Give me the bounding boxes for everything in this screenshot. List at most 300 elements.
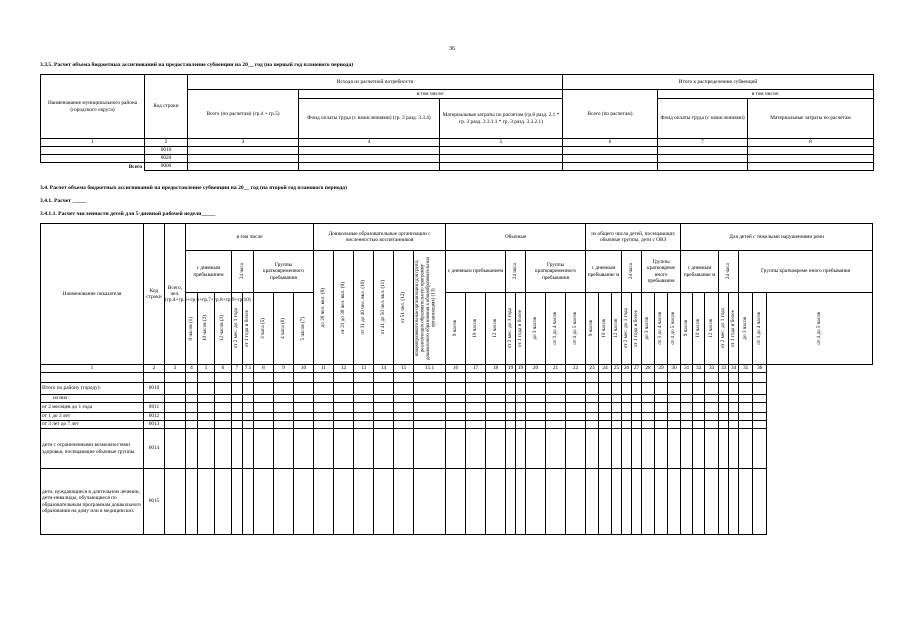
table-cell <box>668 429 681 469</box>
table-row <box>41 373 873 383</box>
table-cell <box>232 383 243 395</box>
table-cell <box>374 421 394 429</box>
table-cell <box>586 469 599 535</box>
table-cell <box>334 383 354 395</box>
header-vertical <box>739 293 753 365</box>
header-vertical <box>767 293 873 365</box>
row-code: 0012 <box>144 413 165 421</box>
header-vertical <box>693 293 705 365</box>
table-cell <box>753 421 767 429</box>
table-cell <box>165 395 186 403</box>
table-cell <box>486 383 506 395</box>
table-cell <box>546 421 566 429</box>
subgroup-24h <box>719 251 739 293</box>
table-cell <box>668 413 681 421</box>
table-cell <box>506 373 516 383</box>
table-cell <box>681 373 693 383</box>
table-row: 0010 <box>41 147 874 155</box>
subgroup-24h <box>506 251 526 293</box>
header-label: 10 часов <box>471 319 478 338</box>
header-label: до 20 чел. вкл. (8) <box>319 287 326 328</box>
subgroup-short-stay: Группы кратковреме нного пребывания <box>642 251 681 293</box>
table-cell <box>186 383 198 395</box>
table-cell <box>294 373 314 383</box>
column-number: 14 <box>374 365 394 373</box>
column-number: 27 <box>632 365 642 373</box>
table-cell <box>232 373 243 383</box>
table-cell <box>729 373 739 383</box>
table-cell <box>668 469 681 535</box>
column-number: 22 <box>566 365 586 373</box>
table-cell <box>642 469 655 535</box>
total-row: Всего 0000 <box>41 163 874 171</box>
table-cell <box>681 403 693 413</box>
header-label: от 21 до 30 чел. вкл. (9) <box>339 281 346 334</box>
table-row <box>41 383 873 395</box>
table-cell <box>668 373 681 383</box>
table-cell <box>414 373 446 383</box>
table-cell <box>198 383 215 395</box>
table-cell <box>394 413 414 421</box>
header-vertical <box>516 293 526 365</box>
column-number: 33 <box>705 365 719 373</box>
column-number: 19 <box>516 365 526 373</box>
table-cell <box>655 373 668 383</box>
table-cell <box>414 469 446 535</box>
table-cell <box>719 429 729 469</box>
table-cell <box>354 429 374 469</box>
table-cell <box>526 383 546 395</box>
table-cell <box>719 421 729 429</box>
table-cell <box>486 395 506 403</box>
table-cell <box>705 429 719 469</box>
row-code: 0010 <box>144 383 165 395</box>
table-cell <box>753 403 767 413</box>
header-label: от 1 года и более <box>516 309 523 348</box>
table-cell <box>612 395 622 403</box>
table-cell <box>314 373 334 383</box>
table-cell <box>374 403 394 413</box>
header-vertical <box>414 251 446 365</box>
table-cell <box>586 413 599 421</box>
table-cell <box>526 395 546 403</box>
table-cell <box>622 395 632 403</box>
table-cell <box>516 403 526 413</box>
table-cell <box>655 469 668 535</box>
children-count-table <box>40 223 873 535</box>
col-payroll: Фонд оплаты труда (с начислениями) (гр. 3 разд. 3.3.4) <box>299 99 440 139</box>
table-cell <box>739 403 753 413</box>
section-3-4-1-title: 3.4.1. Расчет _____ <box>40 198 87 204</box>
table-cell <box>705 469 719 535</box>
table-cell <box>314 429 334 469</box>
table-cell <box>314 469 334 535</box>
header-vertical <box>632 293 642 365</box>
table-cell <box>526 429 546 469</box>
table-cell <box>198 403 215 413</box>
table-cell <box>374 373 394 383</box>
header-label: 10 часов <box>601 319 608 338</box>
table-cell <box>566 413 586 421</box>
table-cell <box>466 469 486 535</box>
table-cell <box>566 373 586 383</box>
col-code: Код строки <box>145 75 188 139</box>
header-vertical <box>314 251 334 365</box>
column-number: 25 <box>612 365 622 373</box>
table-cell <box>739 373 753 383</box>
table-cell <box>198 421 215 429</box>
header-vertical <box>599 293 612 365</box>
table-cell <box>294 469 314 535</box>
header-vertical <box>354 251 374 365</box>
col-municipality: Наименование муниципального района (городского округа) <box>41 75 145 139</box>
table-cell <box>622 413 632 421</box>
header-vertical <box>642 293 655 365</box>
table-cell <box>729 421 739 429</box>
column-number: 23 <box>586 365 599 373</box>
header-label: от 31 до 40 чел. вкл. (10) <box>359 280 366 335</box>
table-cell <box>215 373 232 383</box>
table-cell <box>506 421 516 429</box>
table-cell <box>314 395 334 403</box>
subsidy-distribution-table <box>40 74 874 171</box>
table-cell <box>546 429 566 469</box>
table-cell <box>41 373 144 383</box>
table-cell <box>466 413 486 421</box>
table-cell <box>729 395 739 403</box>
column-number: 18 <box>486 365 506 373</box>
header-label: 3 часа (5) <box>259 318 266 339</box>
table-cell <box>394 429 414 469</box>
table-cell <box>526 373 546 383</box>
table-cell <box>668 395 681 403</box>
table-cell <box>612 429 622 469</box>
table-cell <box>254 373 274 383</box>
column-number: 16 <box>446 365 466 373</box>
table-cell <box>719 413 729 421</box>
table-cell <box>394 469 414 535</box>
table-cell <box>446 421 466 429</box>
header-label: 5 часов (7) <box>299 316 306 341</box>
table-cell <box>374 429 394 469</box>
table-cell <box>215 421 232 429</box>
table-cell <box>719 469 729 535</box>
table-cell <box>414 413 446 421</box>
table-cell <box>446 413 466 421</box>
header-label: общеобразовательные организации (для групп, реализующих образовательную программу дошкольного образования в общеобразовательных организациях) (13) <box>414 255 437 360</box>
table-cell <box>243 383 254 395</box>
header-vertical <box>243 293 254 365</box>
column-number: 8 <box>254 365 274 373</box>
header-label: 12 часов <box>707 319 714 338</box>
table-cell <box>314 421 334 429</box>
incl-label-2: в том числе: <box>658 90 874 99</box>
header-vertical <box>705 293 719 365</box>
group-total-distribution: Итого к распределению субвенций <box>563 75 874 90</box>
header-vertical <box>729 293 739 365</box>
table-cell <box>198 429 215 469</box>
table-cell <box>729 383 739 395</box>
table-cell <box>729 403 739 413</box>
table-cell <box>165 403 186 413</box>
table-cell <box>739 469 753 535</box>
subgroup-day-stay: с дневным пребыванием <box>186 251 232 293</box>
column-number: 21 <box>546 365 566 373</box>
header-vertical <box>753 293 767 365</box>
table-cell <box>446 469 466 535</box>
table-cell <box>198 469 215 535</box>
table-cell <box>599 373 612 383</box>
table-cell <box>622 429 632 469</box>
col-indicator-name: Наименование показателя <box>41 224 144 365</box>
group-ordinary: Обычные <box>446 224 586 251</box>
column-number: 24 <box>599 365 612 373</box>
table-cell <box>186 421 198 429</box>
column-number: 35 <box>739 365 753 373</box>
table-cell <box>215 403 232 413</box>
table-cell <box>693 421 705 429</box>
table-row <box>41 469 873 535</box>
table-cell <box>446 429 466 469</box>
table-cell <box>642 413 655 421</box>
table-cell <box>254 413 274 421</box>
table-cell <box>232 421 243 429</box>
table-cell <box>466 373 486 383</box>
table-cell <box>486 373 506 383</box>
subgroup-24h <box>622 251 642 293</box>
table-cell <box>334 469 354 535</box>
table-cell <box>599 469 612 535</box>
table-cell <box>506 413 516 421</box>
table-cell <box>546 383 566 395</box>
table-cell <box>526 403 546 413</box>
header-vertical <box>622 293 632 365</box>
column-number: 3 <box>165 365 186 373</box>
row-code: 0011 <box>144 403 165 413</box>
table-cell <box>314 403 334 413</box>
table-cell <box>374 413 394 421</box>
table-cell <box>186 413 198 421</box>
table-cell <box>394 383 414 395</box>
table-cell <box>516 395 526 403</box>
table-cell <box>394 403 414 413</box>
row-code: 0013 <box>144 421 165 429</box>
table-cell <box>622 383 632 395</box>
table-cell <box>655 383 668 395</box>
table-cell <box>705 421 719 429</box>
table-cell <box>334 421 354 429</box>
table-cell <box>739 383 753 395</box>
col-payroll-2: Фонд оплаты труда (с начислениями) <box>658 99 748 139</box>
table-cell <box>705 413 719 421</box>
header-vertical <box>198 293 215 365</box>
table-cell <box>516 383 526 395</box>
table-cell <box>632 383 642 395</box>
header-label: от 1 года и более <box>632 309 639 348</box>
table-cell <box>186 373 198 383</box>
column-number: 15 <box>394 365 414 373</box>
table-cell <box>414 403 446 413</box>
table-cell <box>632 403 642 413</box>
table-cell <box>586 403 599 413</box>
table-cell <box>566 383 586 395</box>
header-vertical <box>215 293 232 365</box>
column-number: 11 <box>314 365 334 373</box>
table-cell <box>165 373 186 383</box>
table-cell <box>274 373 294 383</box>
table-cell <box>668 383 681 395</box>
table-cell <box>466 429 486 469</box>
table-cell <box>586 383 599 395</box>
table-cell <box>632 421 642 429</box>
table-cell <box>506 395 516 403</box>
table-cell <box>655 413 668 421</box>
header-label: 9 часов <box>451 320 458 337</box>
table-cell <box>274 429 294 469</box>
table-cell <box>215 383 232 395</box>
section-3-3-5-title: 3.3.5. Расчет объема бюджетных ассигнований на предоставление субвенции на 20__ год (на первый год планового периода) <box>40 62 354 68</box>
table-cell <box>354 469 374 535</box>
table-cell <box>215 395 232 403</box>
header-label: 10 часов (2) <box>202 315 209 342</box>
table-cell <box>294 403 314 413</box>
column-number: 17 <box>466 365 486 373</box>
column-number: 2 <box>144 365 165 373</box>
column-number: 12 <box>334 365 354 373</box>
table-cell <box>354 373 374 383</box>
table-row <box>41 395 873 403</box>
header-label: от 4 до 5 часов <box>670 312 677 345</box>
header-label: от 2 мес. до 1 года <box>506 308 513 349</box>
table-cell <box>186 395 198 403</box>
table-cell <box>668 403 681 413</box>
table-cell <box>655 403 668 413</box>
header-vertical <box>394 251 414 365</box>
table-cell <box>414 429 446 469</box>
row-label: от 1 до 3 лет <box>41 413 144 421</box>
column-number: 31 <box>681 365 693 373</box>
table-cell <box>681 413 693 421</box>
table-cell <box>165 469 186 535</box>
subgroup-24h-label: 24 часа <box>627 263 634 280</box>
table-cell <box>486 413 506 421</box>
table-cell <box>642 373 655 383</box>
header-vertical <box>681 293 693 365</box>
table-cell <box>506 383 516 395</box>
table-cell <box>599 383 612 395</box>
table-cell <box>294 395 314 403</box>
table-cell <box>446 373 466 383</box>
table-cell <box>274 469 294 535</box>
table-cell <box>334 395 354 403</box>
table-cell <box>354 413 374 421</box>
table-cell <box>414 383 446 395</box>
table-cell <box>516 469 526 535</box>
table-cell <box>354 383 374 395</box>
table-cell <box>374 383 394 395</box>
header-vertical <box>374 251 394 365</box>
header-vertical <box>546 293 566 365</box>
column-numbers-row: 1 2 3 4 5 6 7 8 <box>41 139 874 147</box>
header-vertical <box>486 293 506 365</box>
column-number: 10 <box>294 365 314 373</box>
table-cell <box>693 395 705 403</box>
header-label: от 4 до 5 часов <box>815 312 822 345</box>
table-cell <box>642 421 655 429</box>
table-cell <box>466 421 486 429</box>
header-vertical <box>719 293 729 365</box>
table-cell <box>215 429 232 469</box>
group-preschool-orgs: Дошкольные образовательные организации с численностью воспитанников <box>314 224 446 251</box>
col-row-code: Код строки <box>144 224 165 365</box>
table-cell <box>215 413 232 421</box>
table-cell <box>632 469 642 535</box>
table-cell <box>243 395 254 403</box>
column-number: 28 <box>642 365 655 373</box>
table-cell <box>642 383 655 395</box>
header-label: 12 часов (3) <box>219 315 226 342</box>
row-label: от 2 месяцев до 1 года <box>41 403 144 413</box>
table-cell <box>243 429 254 469</box>
subgroup-24h-label: 24 часа <box>238 263 245 280</box>
table-cell <box>254 395 274 403</box>
header-vertical <box>612 293 622 365</box>
table-cell <box>622 373 632 383</box>
header-vertical <box>186 293 198 365</box>
table-cell <box>681 469 693 535</box>
table-cell <box>486 429 506 469</box>
table-row <box>41 421 873 429</box>
subgroup-short-stay: Группы кратковреме нного пребывания <box>739 251 873 293</box>
section-3-4-title: 3.4. Расчет объема бюджетных ассигнований на предоставление субвенции на 20__ год (на второй год планового периода) <box>40 185 347 191</box>
table-cell <box>599 429 612 469</box>
table-cell <box>739 413 753 421</box>
table-cell <box>274 383 294 395</box>
table-cell <box>243 373 254 383</box>
col-total-persons: Всего, чел. (гр.4+гр.5+гр.6+гр.7+гр.8+гр.9+гр.10) <box>165 224 186 365</box>
subgroup-short-stay: Группы кратковременного пребывания <box>526 251 586 293</box>
table-cell <box>394 395 414 403</box>
row-code <box>144 395 165 403</box>
table-cell <box>466 383 486 395</box>
table-cell <box>681 429 693 469</box>
table-cell <box>739 429 753 469</box>
header-vertical <box>334 251 354 365</box>
column-number: 30 <box>668 365 681 373</box>
table-cell <box>516 429 526 469</box>
column-number: 1 <box>41 365 144 373</box>
table-cell <box>243 403 254 413</box>
table-cell <box>414 395 446 403</box>
table-cell <box>516 413 526 421</box>
page-number: 36 <box>449 46 455 52</box>
table-cell <box>681 421 693 429</box>
subgroup-24h-label: 24 часа <box>724 263 731 280</box>
table-cell <box>466 403 486 413</box>
table-cell <box>566 429 586 469</box>
table-cell <box>198 373 215 383</box>
table-cell <box>232 395 243 403</box>
table-cell <box>354 403 374 413</box>
table-cell <box>729 469 739 535</box>
header-label: от 2 мес. до 1 года <box>622 308 629 349</box>
table-cell <box>294 383 314 395</box>
table-cell <box>254 429 274 469</box>
header-label: от 51 чел. (12) <box>399 291 406 324</box>
table-cell <box>599 403 612 413</box>
table-cell <box>294 429 314 469</box>
table-cell <box>215 469 232 535</box>
